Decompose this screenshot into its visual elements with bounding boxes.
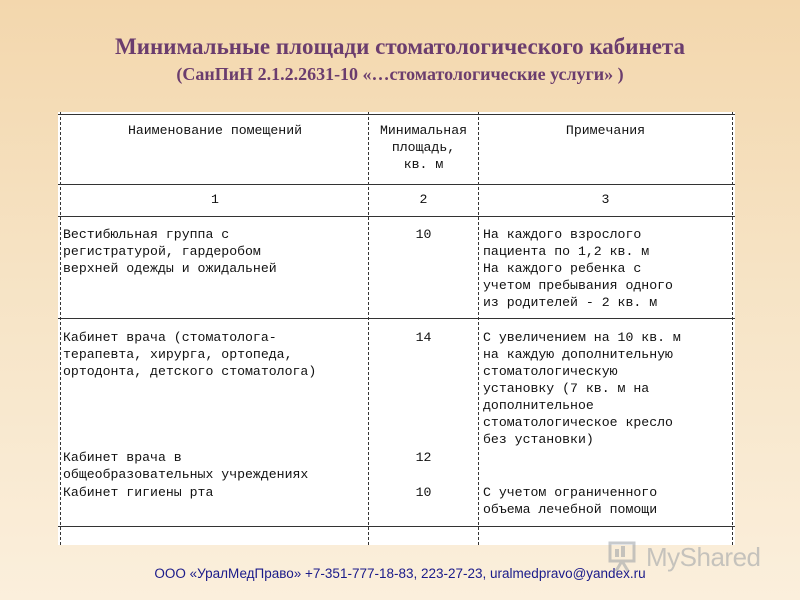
row-area: 10 — [415, 485, 432, 500]
table-rule-numbers — [58, 216, 735, 217]
row-name: Вестибюльная группа с регистратурой, гардеробом верхней одежды и ожидальней — [63, 227, 277, 276]
row-name: Кабинет врача (стоматолога- терапевта, хирурга, ортопеда, ортодонта, детского стоматолога) — [63, 330, 317, 379]
row-note: На каждого взрослого пациента по 1,2 кв. м На каждого ребенка с учетом пребывания одного из родителей - 2 кв. м — [483, 227, 673, 310]
row-area: 14 — [415, 330, 432, 345]
page-subtitle: (СанПиН 2.1.2.2631-10 «…стоматологические услуги» ) — [176, 64, 624, 84]
column-number: 1 — [211, 192, 219, 207]
table-rule-row1 — [58, 318, 735, 319]
row-area: 12 — [415, 450, 432, 465]
column-number: 3 — [601, 192, 610, 207]
header-area: Минимальная площадь, кв. м — [379, 123, 468, 172]
document-table — [58, 112, 735, 545]
watermark-text: MyShared — [646, 542, 761, 572]
table-divider-2 — [478, 112, 479, 545]
page-title: Минимальные площади стоматологического кабинета — [114, 34, 686, 59]
row-name: Кабинет гигиены рта — [63, 485, 214, 500]
row-note: С увеличением на 10 кв. м на каждую дополнительную стоматологическую установку (7 кв. м на дополнительное стоматологическое кресло без установки) — [483, 330, 681, 447]
header-name: Наименование помещений — [127, 123, 303, 138]
table-rule-bottom — [58, 526, 735, 527]
table-rule-header — [58, 184, 735, 185]
column-number: 2 — [419, 192, 428, 207]
row-area: 10 — [415, 227, 432, 242]
row-name: Кабинет врача в общеобразовательных учреждениях — [63, 450, 309, 482]
table-rule-top — [58, 114, 735, 115]
table-border-right — [732, 112, 733, 545]
footer-contacts: ООО «УралМедПраво» +7-351-777-18-83, 223-27-23, uralmedpravo@yandex.ru — [154, 566, 646, 581]
header-notes: Примечания — [565, 123, 646, 138]
table-border-left — [60, 112, 61, 545]
row-note: С учетом ограниченного объема лечебной помощи — [483, 485, 658, 517]
